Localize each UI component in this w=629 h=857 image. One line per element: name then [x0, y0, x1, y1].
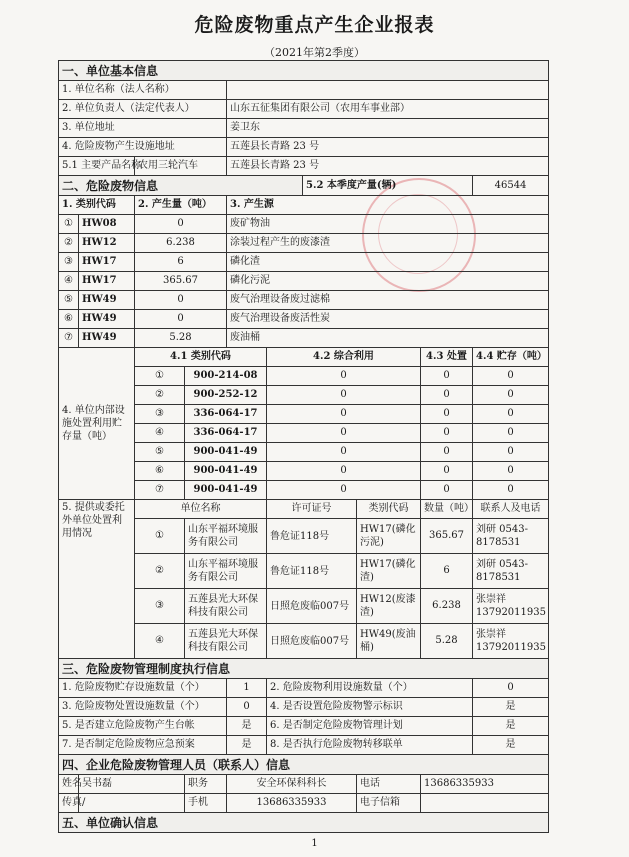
waste-header-row [59, 196, 549, 215]
store-value: 0 [473, 405, 549, 424]
field-label: 1. 单位名称（法人名称） [59, 81, 227, 100]
col-store: 4.4 贮存（吨） [473, 348, 549, 367]
field-label: 2. 单位负责人（法定代表人） [59, 100, 227, 119]
mgmt-label: 2. 危险废物利用设施数量（个） [267, 679, 473, 698]
store-value: 0 [473, 367, 549, 386]
mgmt-row [59, 736, 549, 755]
waste-row [59, 234, 549, 253]
mgmt-value: 是 [473, 736, 549, 755]
use-value: 0 [267, 367, 421, 386]
col-amount: 2. 产生量（吨） [135, 196, 227, 215]
store-value: 0 [473, 462, 549, 481]
row-no: ① [59, 215, 79, 234]
row-no: ② [59, 234, 79, 253]
basic-info-row [59, 138, 549, 157]
license-no: 鲁危证118号 [267, 519, 357, 554]
section-3-header: 三、危险废物管理制度执行信息 [59, 659, 549, 679]
mgmt-value: 是 [227, 717, 267, 736]
personnel-row [59, 775, 549, 794]
category-code: HW49(废油桶) [357, 624, 421, 659]
waste-amount: 6.238 [135, 234, 227, 253]
mgmt-value: 是 [473, 717, 549, 736]
quantity: 5.28 [421, 624, 473, 659]
contact: 刘研 0543-8178531 [473, 554, 549, 589]
category-code: HW17(磷化污泥) [357, 519, 421, 554]
waste-row [59, 310, 549, 329]
company-name: 五莲县光大环保科技有限公司 [185, 589, 267, 624]
field-label: 3. 单位地址 [59, 119, 227, 138]
report-sheet [58, 60, 548, 833]
store-value: 0 [473, 481, 549, 500]
category-code: HW17(磷化渣) [357, 554, 421, 589]
row-no: ③ [135, 589, 185, 624]
waste-source: 涂装过程产生的废漆渣 [227, 234, 549, 253]
row-no: ⑤ [135, 443, 185, 462]
page-subtitle: （2021年第2季度） [264, 46, 365, 59]
row-no: ③ [135, 405, 185, 424]
dispose-value: 0 [421, 405, 473, 424]
waste-source: 废气治理设备废活性炭 [227, 310, 549, 329]
row-no: ④ [135, 624, 185, 659]
email-label: 电子信箱 [357, 794, 421, 813]
basic-info-row [59, 119, 549, 138]
waste-code: HW49 [79, 329, 135, 348]
quantity: 6 [421, 554, 473, 589]
waste-amount: 0 [135, 215, 227, 234]
waste-amount: 0 [135, 310, 227, 329]
internal-code: 900-214-08 [185, 367, 267, 386]
row-no: ② [135, 386, 185, 405]
fax-value: / [79, 794, 185, 813]
mgmt-value: 0 [473, 679, 549, 698]
store-value: 0 [473, 424, 549, 443]
basic-info-row [59, 100, 549, 119]
license-no: 日照危废临007号 [267, 589, 357, 624]
external-header-row [59, 500, 549, 519]
name-value: 吴书磊 [79, 775, 185, 794]
waste-amount: 0 [135, 291, 227, 310]
quantity: 365.67 [421, 519, 473, 554]
use-value: 0 [267, 424, 421, 443]
use-value: 0 [267, 481, 421, 500]
col-internal-code: 4.1 类别代码 [135, 348, 267, 367]
waste-amount: 5.28 [135, 329, 227, 348]
internal-header-row [59, 348, 549, 367]
mgmt-label: 8. 是否执行危险废物转移联单 [267, 736, 473, 755]
phone-value: 13686335933 [421, 775, 549, 794]
col-category: 类别代码 [357, 500, 421, 519]
category-code: HW12(废漆渣) [357, 589, 421, 624]
waste-amount: 365.67 [135, 272, 227, 291]
row-no: ⑥ [135, 462, 185, 481]
mgmt-row [59, 717, 549, 736]
personnel-row [59, 794, 549, 813]
internal-code: 900-252-12 [185, 386, 267, 405]
col-contact: 联系人及电话 [473, 500, 549, 519]
field-value: 五莲县长青路 23 号 [227, 138, 549, 157]
col-qty: 数量（吨） [421, 500, 473, 519]
waste-source: 废气治理设备废过滤棉 [227, 291, 549, 310]
row-no: ② [135, 554, 185, 589]
use-value: 0 [267, 386, 421, 405]
store-value: 0 [473, 386, 549, 405]
mgmt-label: 4. 是否设置危险废物警示标识 [267, 698, 473, 717]
dispose-value: 0 [421, 424, 473, 443]
row-no: ④ [59, 272, 79, 291]
quantity: 6.238 [421, 589, 473, 624]
field-value: 姜卫东 [227, 119, 549, 138]
waste-row [59, 215, 549, 234]
production-value: 46544 [473, 176, 549, 196]
row-no: ① [135, 519, 185, 554]
waste-source: 磷化污泥 [227, 272, 549, 291]
section-1-header: 一、单位基本信息 [59, 61, 549, 81]
company-name: 山东平福环境服务有限公司 [185, 519, 267, 554]
internal-code: 336-064-17 [185, 424, 267, 443]
mgmt-value: 1 [227, 679, 267, 698]
page-number: 1 [311, 838, 318, 849]
section-4-header: 四、企业危险废物管理人员（联系人）信息 [59, 755, 549, 775]
page-title: 危险废物重点产生企业报表 [194, 14, 435, 36]
production-label: 5.2 本季度产量(辆) [303, 176, 473, 196]
title-value: 安全环保科科长 [227, 775, 357, 794]
contact: 刘研 0543-8178531 [473, 519, 549, 554]
waste-source: 废矿物油 [227, 215, 549, 234]
mgmt-value: 是 [227, 736, 267, 755]
external-label: 5. 提供或委托外单位处置利用情况 [59, 500, 135, 659]
section-2-header-row [59, 176, 549, 196]
dispose-value: 0 [421, 462, 473, 481]
mgmt-row [59, 679, 549, 698]
col-code: 1. 类别代码 [59, 196, 135, 215]
internal-code: 900-041-49 [185, 443, 267, 462]
product-value: 农用三轮汽车 [135, 157, 227, 176]
company-name: 五莲县光大环保科技有限公司 [185, 624, 267, 659]
internal-code: 900-041-49 [185, 462, 267, 481]
waste-code: HW08 [79, 215, 135, 234]
waste-source: 废油桶 [227, 329, 549, 348]
mgmt-label: 5. 是否建立危险废物产生台帐 [59, 717, 227, 736]
col-dispose: 4.3 处置 [421, 348, 473, 367]
waste-row [59, 329, 549, 348]
mgmt-row [59, 698, 549, 717]
row-no: ④ [135, 424, 185, 443]
field-value: 山东五征集团有限公司（农用车事业部） [227, 100, 549, 119]
license-no: 日照危废临007号 [267, 624, 357, 659]
use-value: 0 [267, 462, 421, 481]
mgmt-label: 1. 危险废物贮存设施数量（个） [59, 679, 227, 698]
field-label: 4. 危险废物产生设施地址 [59, 138, 227, 157]
dispose-value: 0 [421, 443, 473, 462]
waste-code: HW49 [79, 310, 135, 329]
report-table [58, 60, 549, 833]
fax-label: 传真 [59, 794, 79, 813]
waste-code: HW49 [79, 291, 135, 310]
row-no: ⑦ [59, 329, 79, 348]
section-2-header: 二、危险废物信息 [59, 176, 303, 196]
row-no: ③ [59, 253, 79, 272]
product-row [59, 157, 549, 176]
col-source: 3. 产生源 [227, 196, 549, 215]
row-no: ⑥ [59, 310, 79, 329]
waste-row [59, 272, 549, 291]
waste-code: HW17 [79, 272, 135, 291]
waste-row [59, 253, 549, 272]
mgmt-label: 6. 是否制定危险废物管理计划 [267, 717, 473, 736]
mobile-label: 手机 [185, 794, 227, 813]
section-5-header: 五、单位确认信息 [59, 813, 549, 833]
field-value [227, 81, 549, 100]
dispose-value: 0 [421, 386, 473, 405]
internal-label: 4. 单位内部设施处置利用贮存量（吨） [59, 348, 135, 500]
col-company: 单位名称 [135, 500, 267, 519]
product-label: 5.1 主要产品名称 [59, 157, 135, 176]
use-value: 0 [267, 443, 421, 462]
waste-amount: 6 [135, 253, 227, 272]
internal-code: 900-041-49 [185, 481, 267, 500]
waste-code: HW17 [79, 253, 135, 272]
title-label: 职务 [185, 775, 227, 794]
dispose-value: 0 [421, 367, 473, 386]
waste-row [59, 291, 549, 310]
store-value: 0 [473, 443, 549, 462]
waste-source: 磷化渣 [227, 253, 549, 272]
mgmt-label: 7. 是否制定危险废物应急预案 [59, 736, 227, 755]
waste-code: HW12 [79, 234, 135, 253]
license-no: 鲁危证118号 [267, 554, 357, 589]
contact: 张崇祥 13792011935 [473, 589, 549, 624]
contact: 张崇祥 13792011935 [473, 624, 549, 659]
internal-code: 336-064-17 [185, 405, 267, 424]
mgmt-value: 0 [227, 698, 267, 717]
name-label: 姓名 [59, 775, 79, 794]
col-license: 许可证号 [267, 500, 357, 519]
col-use: 4.2 综合利用 [267, 348, 421, 367]
use-value: 0 [267, 405, 421, 424]
basic-info-row [59, 81, 549, 100]
dispose-value: 0 [421, 481, 473, 500]
phone-label: 电话 [357, 775, 421, 794]
mgmt-value: 是 [473, 698, 549, 717]
email-value [421, 794, 549, 813]
row-no: ⑦ [135, 481, 185, 500]
product-address: 五莲县长青路 23 号 [227, 157, 549, 176]
row-no: ⑤ [59, 291, 79, 310]
mobile-value: 13686335933 [227, 794, 357, 813]
mgmt-label: 3. 危险废物处置设施数量（个） [59, 698, 227, 717]
company-name: 山东平福环境服务有限公司 [185, 554, 267, 589]
row-no: ① [135, 367, 185, 386]
